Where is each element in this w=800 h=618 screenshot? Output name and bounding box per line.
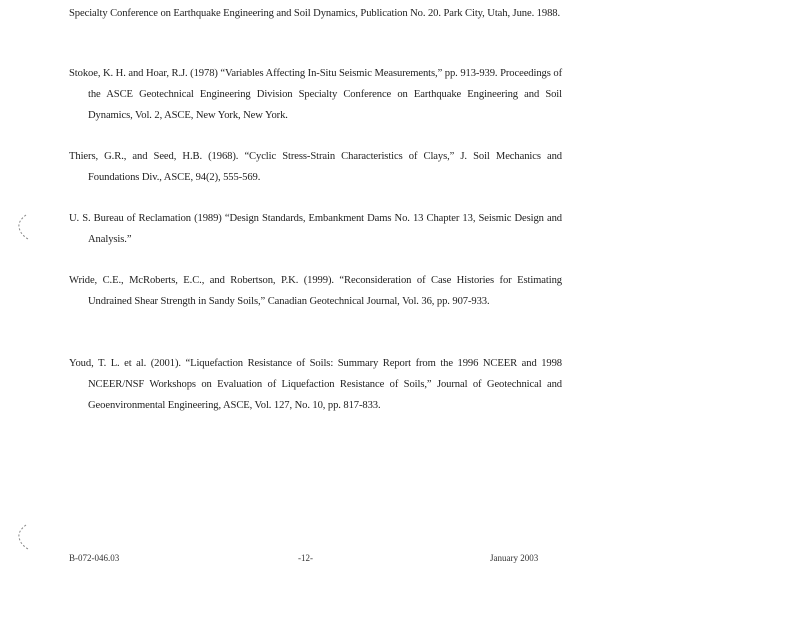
footer-doc-id: B-072-046.03 xyxy=(69,553,120,563)
reference-entry-stokoe: Stokoe, K. H. and Hoar, R.J. (1978) “Variables Affecting In-Situ Seismic Measurements,” pp. 913-939. Proceedings of the ASCE Geotechnical Engineering Division Specialty Conference on Earthquake Engineering and Soil Dynamics, Vol. 2, ASCE, New York, New York. xyxy=(69,67,562,121)
reference-entry-usbr: U. S. Bureau of Reclamation (1989) “Design Standards, Embankment Dams No. 13 Chapter 13, Seismic Design and Analysis.” xyxy=(69,212,562,245)
footer-page-number: -12- xyxy=(298,553,313,563)
reference-entry-wride: Wride, C.E., McRoberts, E.C., and Robertson, P.K. (1999). “Reconsideration of Case Histories for Estimating Undrained Shear Strength in Sandy Soils,” Canadian Geotechnical Journal, Vol. 36, pp. 907-933. xyxy=(69,274,562,307)
reference-entry-thiers: Thiers, G.R., and Seed, H.B. (1968). “Cyclic Stress-Strain Characteristics of Clays,” J. Soil Mechanics and Foundations Div., ASCE, 94(2), 555-569. xyxy=(69,150,562,183)
reference-entry-youd: Youd, T. L. et al. (2001). “Liquefaction Resistance of Soils: Summary Report from the 1996 NCEER and 1998 NCEER/NSF Workshops on Evaluation of Liquefaction Resistance of Soils,” Journal of Geotechnical and Geoenvironmental Engineering, ASCE, Vol. 127, No. 10, pp. 817-833. xyxy=(69,357,562,411)
punch-hole-mark-icon xyxy=(14,523,36,551)
footer-date: January 2003 xyxy=(490,553,539,563)
punch-hole-mark-icon xyxy=(14,213,36,241)
reference-entry-continued: Specialty Conference on Earthquake Engineering and Soil Dynamics, Publication No. 20. Park City, Utah, June. 1988. xyxy=(69,7,561,19)
